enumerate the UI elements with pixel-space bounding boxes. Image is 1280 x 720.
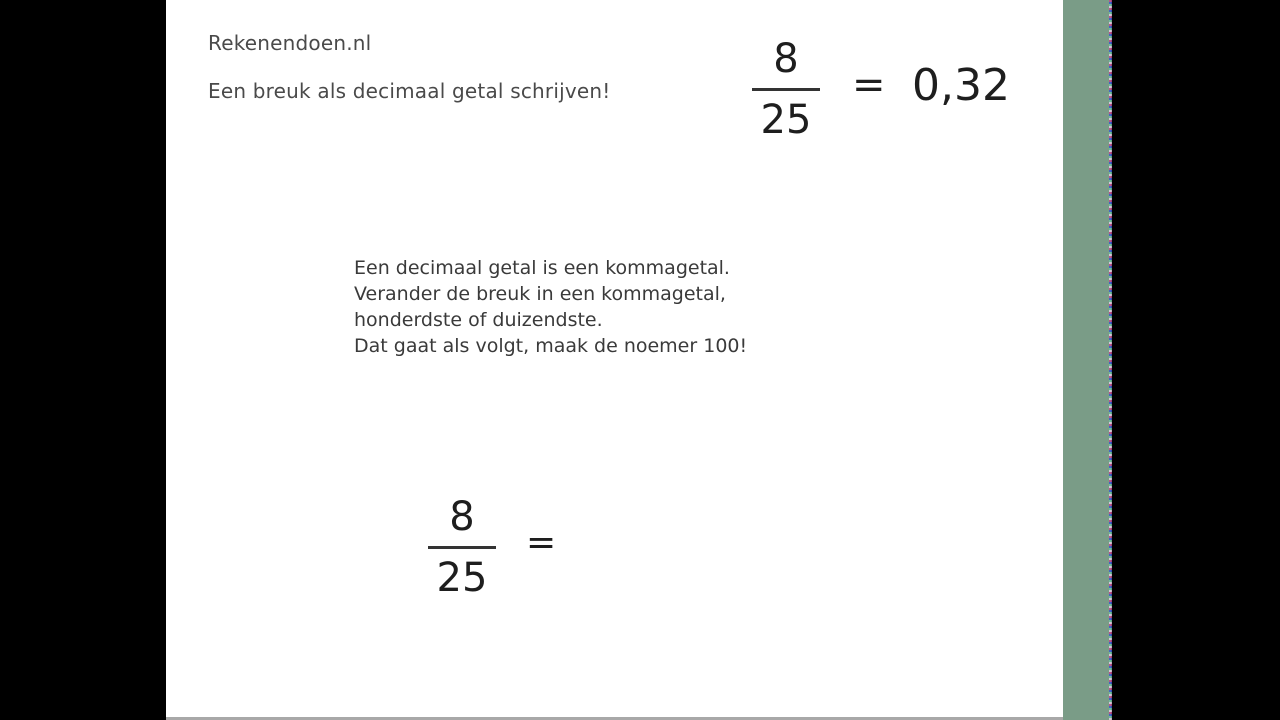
site-name: Rekenendoen.nl	[208, 31, 372, 55]
header-denominator: 25	[760, 97, 812, 143]
working-denominator: 25	[436, 555, 488, 601]
explanation-line: Dat gaat als volgt, maak de noemer 100!	[354, 335, 748, 357]
lesson-title: Een breuk als decimaal getal schrijven!	[208, 79, 611, 103]
explanation-line: Verander de breuk in een kommagetal,	[354, 283, 726, 305]
header-fraction	[752, 36, 820, 143]
header-result: 0,32	[912, 60, 1010, 111]
working-numerator: 8	[449, 494, 475, 540]
fraction-bar	[428, 546, 496, 549]
header-numerator: 8	[773, 36, 799, 82]
strip-edge-artifact	[1109, 0, 1112, 720]
explanation-text	[354, 255, 747, 359]
working-equals-sign: =	[526, 522, 557, 563]
side-strip	[1063, 0, 1111, 720]
explanation-line: honderdste of duizendste.	[354, 309, 603, 331]
working-fraction	[428, 494, 496, 601]
lesson-slide	[166, 0, 1063, 717]
explanation-line: Een decimaal getal is een kommagetal.	[354, 257, 730, 279]
header-equals-sign: =	[852, 62, 886, 108]
fraction-bar	[752, 88, 820, 91]
